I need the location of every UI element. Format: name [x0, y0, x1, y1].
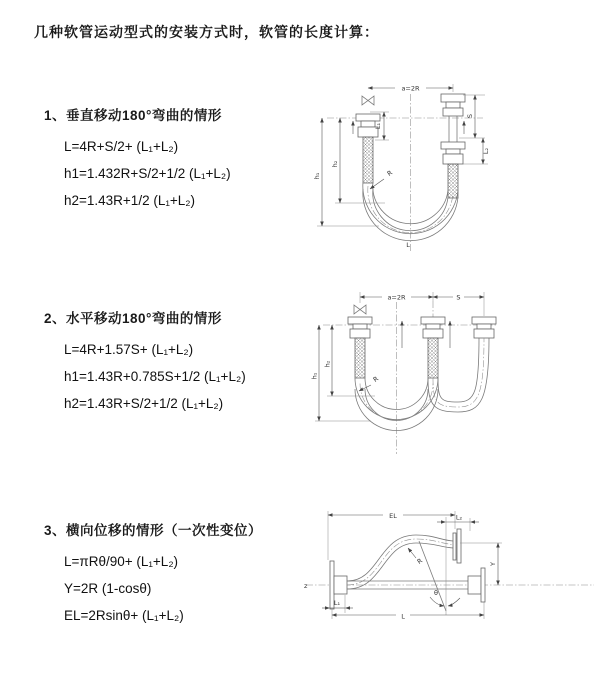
dim-label-h1: h₁ [310, 372, 319, 380]
dim-label-h2: h₂ [331, 160, 339, 168]
right-fitting [472, 317, 496, 338]
formula-h1: h1=1.43R+0.785S+1/2 (L₁+L₂) [64, 369, 246, 384]
page-title: 几种软管运动型式的安装方式时，软管的长度计算： [34, 24, 379, 40]
valve-icon [362, 96, 374, 105]
dimension-a-2r [360, 292, 433, 303]
right-fitting [441, 94, 465, 198]
formula-h1: h1=1.432R+S/2+1/2 (L₁+L₂) [64, 166, 231, 181]
diagram-horizontal-180-bend [310, 288, 600, 458]
dimension-l2 [463, 138, 490, 164]
radius-label: R [371, 374, 381, 384]
diagram-vertical-180-bend [313, 78, 600, 256]
dim-label-el: EL [389, 512, 397, 520]
valve-icon [354, 305, 366, 314]
centerline-symbol: z [304, 582, 308, 590]
section-3-heading: 3、横向位移的情形（一次性变位） [44, 523, 263, 538]
dimension-s [433, 292, 484, 316]
formula-h2: h2=1.43R+1/2 (L₁+L₂) [64, 193, 196, 208]
dim-label-h1: h₁ [313, 172, 321, 180]
radius-callout [370, 169, 394, 189]
dimension-el [328, 509, 455, 560]
dim-label-s: S [456, 293, 461, 302]
dim-label-l2: L₂ [455, 513, 463, 522]
dim-label-y: Y [489, 562, 497, 566]
formula-L: L=4R+S/2+ (L₁+L₂) [64, 139, 179, 154]
dim-label-h2: h₂ [323, 360, 332, 368]
section-1-heading: 1、垂直移动180°弯曲的情形 [44, 108, 222, 123]
section-1 [44, 104, 231, 214]
radius-label: R [415, 556, 425, 566]
dim-label-a2r: a=2R [401, 84, 420, 93]
middle-fitting [421, 317, 445, 378]
dim-label-l1: L₁ [374, 122, 382, 130]
section-2-heading: 2、水平移动180°弯曲的情形 [44, 311, 222, 326]
formula-EL: EL=2Rsinθ+ (L₁+L₂) [64, 608, 184, 623]
dim-label-l2: L₂ [482, 147, 490, 155]
formula-L: L=4R+1.57S+ (L₁+L₂) [64, 342, 194, 357]
dim-label-s: S [466, 113, 474, 119]
dimension-l2 [437, 514, 479, 532]
radius-callout [408, 548, 424, 566]
formula-L: L=πRθ/90+ (L₁+L₂) [64, 554, 179, 569]
dimension-a-2r [368, 83, 453, 93]
dim-label-a2r: a=2R [387, 293, 406, 302]
theta-label: θ [434, 589, 438, 597]
formula-h2: h2=1.43R+S/2+1/2 (L₁+L₂) [64, 396, 224, 411]
displaced-hose-position [347, 529, 461, 589]
dimension-l [332, 602, 484, 621]
dimension-l1 [322, 595, 353, 613]
length-label: L [406, 241, 410, 249]
section-2 [44, 307, 246, 417]
radius-construction [419, 517, 460, 615]
diagram-lateral-displacement [298, 503, 600, 648]
dim-label-l: L [401, 612, 405, 621]
section-3 [44, 519, 262, 629]
left-fitting [348, 317, 372, 378]
radius-label: R [385, 168, 395, 178]
centerlines [327, 94, 483, 252]
dim-label-l1: L₁ [333, 599, 341, 607]
formula-Y: Y=2R (1-cosθ) [64, 581, 152, 596]
